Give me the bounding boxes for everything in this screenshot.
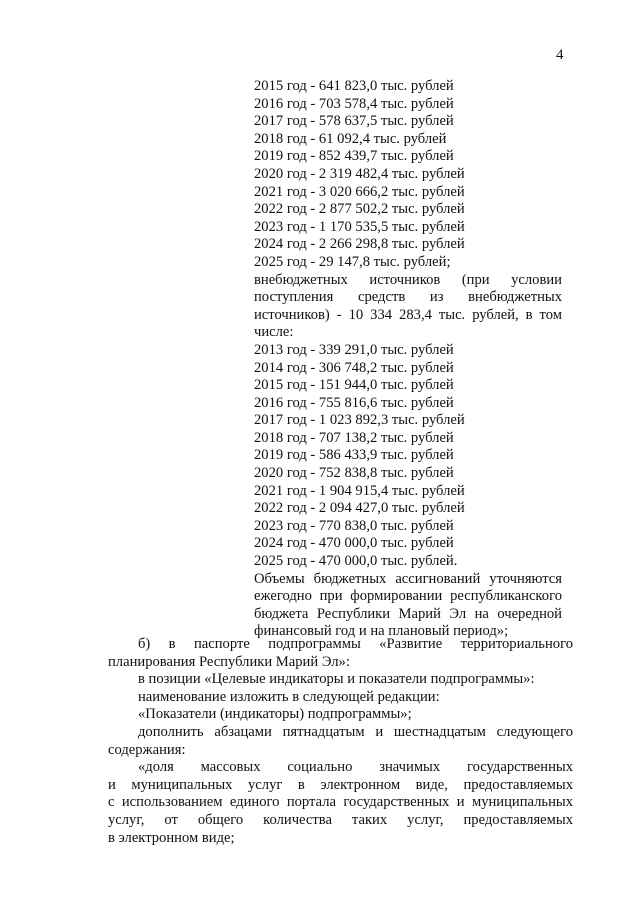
extrabudget-line-2022: 2022 год - 2 094 427,0 тыс. рублей bbox=[254, 500, 465, 517]
note-line: Объемы бюджетных ассигнований уточняются bbox=[254, 570, 562, 587]
budget-line-2021: 2021 год - 3 020 666,2 тыс. рублей bbox=[254, 183, 465, 200]
share-last: в электронном виде; bbox=[108, 829, 235, 846]
amendment-text bbox=[108, 636, 573, 847]
extrabudget-intro-last: числе: bbox=[254, 324, 294, 341]
supplement-first: дополнить абзацами пятнадцатым и шестнадцатым следующего bbox=[138, 723, 573, 740]
note-line: бюджета Республики Марий Эл на очередной bbox=[254, 605, 562, 622]
note-line: ежегодно при формировании республиканского bbox=[254, 588, 562, 605]
budget-line-2018: 2018 год - 61 092,4 тыс. рублей bbox=[254, 130, 447, 147]
budget-line-2024: 2024 год - 2 266 298,8 тыс. рублей bbox=[254, 236, 465, 253]
page-number: 4 bbox=[556, 47, 564, 63]
budget-list bbox=[254, 78, 562, 272]
budget-line-2017: 2017 год - 578 637,5 тыс. рублей bbox=[254, 113, 454, 130]
budget-line-2022: 2022 год - 2 877 502,2 тыс. рублей bbox=[254, 201, 465, 218]
share-line: с использованием единого портала государственных и муниципальных bbox=[108, 794, 573, 811]
extrabudget-intro-line: внебюджетных источников (при условии bbox=[254, 271, 562, 288]
extrabudget-line-2015: 2015 год - 151 944,0 тыс. рублей bbox=[254, 377, 454, 394]
extrabudget-line-2019: 2019 год - 586 433,9 тыс. рублей bbox=[254, 447, 454, 464]
extrabudget-line-2013: 2013 год - 339 291,0 тыс. рублей bbox=[254, 341, 454, 358]
share-first: «доля массовых социально значимых государственных bbox=[138, 759, 573, 776]
extrabudget-line-2016: 2016 год - 755 816,6 тыс. рублей bbox=[254, 394, 454, 411]
note-last: финансовый год и на плановый период»; bbox=[254, 623, 509, 640]
extrabudget-list bbox=[254, 342, 562, 571]
indicators-line: «Показатели (индикаторы) подпрограммы»; bbox=[138, 706, 412, 723]
position-line: в позиции «Целевые индикаторы и показатели подпрограммы»: bbox=[138, 671, 535, 688]
budget-line-2020: 2020 год - 2 319 482,4 тыс. рублей bbox=[254, 165, 465, 182]
budget-line-2023: 2023 год - 1 170 535,5 тыс. рублей bbox=[254, 218, 465, 235]
extrabudget-intro-line: источников) - 10 334 283,4 тыс. рублей, в том bbox=[254, 306, 562, 323]
budget-line-2025: 2025 год - 29 147,8 тыс. рублей; bbox=[254, 253, 451, 270]
section-b-cont: планирования Республики Марий Эл»: bbox=[108, 653, 350, 670]
extrabudget-line-2023: 2023 год - 770 838,0 тыс. рублей bbox=[254, 517, 454, 534]
extrabudget-line-2025: 2025 год - 470 000,0 тыс. рублей. bbox=[254, 553, 458, 570]
extrabudget-line-2021: 2021 год - 1 904 915,4 тыс. рублей bbox=[254, 482, 465, 499]
supplement-cont: содержания: bbox=[108, 741, 186, 758]
budget-line-2016: 2016 год - 703 578,4 тыс. рублей bbox=[254, 95, 454, 112]
extrabudget-line-2018: 2018 год - 707 138,2 тыс. рублей bbox=[254, 429, 454, 446]
extrabudget-intro-line: поступления средств из внебюджетных bbox=[254, 289, 562, 306]
budget-line-2015: 2015 год - 641 823,0 тыс. рублей bbox=[254, 78, 454, 94]
extrabudget-line-2017: 2017 год - 1 023 892,3 тыс. рублей bbox=[254, 412, 465, 429]
share-line: и муниципальных услуг в электронном виде, предоставляемых bbox=[108, 776, 573, 793]
extrabudget-line-2024: 2024 год - 470 000,0 тыс. рублей bbox=[254, 535, 454, 552]
share-line: услуг, от общего количества таких услуг, предоставляемых bbox=[108, 811, 573, 828]
extrabudget-intro bbox=[254, 272, 562, 342]
allocation-note bbox=[254, 571, 562, 641]
extrabudget-line-2014: 2014 год - 306 748,2 тыс. рублей bbox=[254, 359, 454, 376]
budget-line-2019: 2019 год - 852 439,7 тыс. рублей bbox=[254, 148, 454, 165]
extrabudget-line-2020: 2020 год - 752 838,8 тыс. рублей bbox=[254, 465, 454, 482]
funding-column bbox=[254, 78, 562, 641]
section-b-first: б) в паспорте подпрограммы «Развитие территориального bbox=[138, 636, 573, 652]
name-line: наименование изложить в следующей редакции: bbox=[138, 688, 440, 705]
